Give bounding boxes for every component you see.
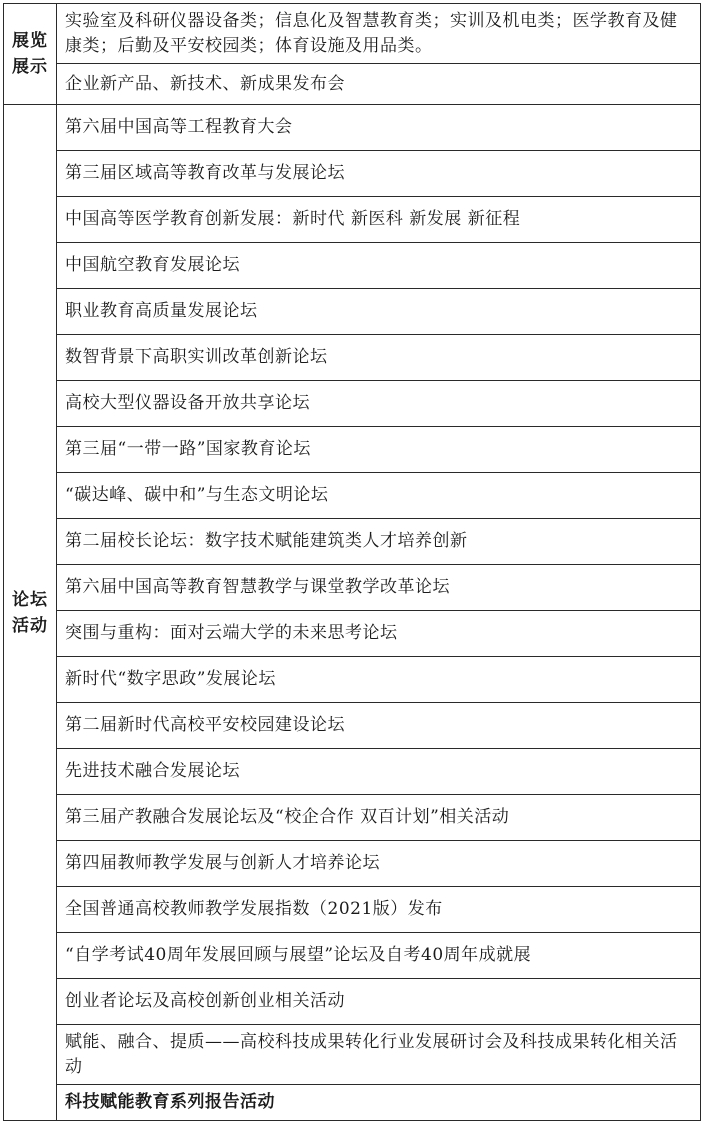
forum-item: 第三届产教融合发展论坛及“校企合作 双百计划”相关活动	[57, 795, 701, 841]
forum-item: 数智背景下高职实训改革创新论坛	[57, 335, 701, 381]
category-label: 展示	[12, 57, 48, 77]
exhibition-item: 实验室及科研仪器设备类；信息化及智慧教育类；实训及机电类；医学教育及健康类；后勤及平安校园类；体育设施及用品类。	[57, 4, 701, 64]
table-row	[4, 979, 701, 1025]
table-row	[4, 105, 701, 151]
table-row	[4, 4, 701, 64]
forum-item: 第三届区域高等教育改革与发展论坛	[57, 151, 701, 197]
exhibition-item: 企业新产品、新技术、新成果发布会	[57, 64, 701, 105]
table-row	[4, 657, 701, 703]
forum-item: 突围与重构：面对云端大学的未来思考论坛	[57, 611, 701, 657]
forum-item: 职业教育高质量发展论坛	[57, 289, 701, 335]
forum-item: 中国航空教育发展论坛	[57, 243, 701, 289]
table-row	[4, 427, 701, 473]
table-row	[4, 1025, 701, 1085]
table-row	[4, 381, 701, 427]
table-row	[4, 933, 701, 979]
forum-item-highlight: 科技赋能教育系列报告活动	[57, 1085, 701, 1121]
activity-schedule-table	[3, 3, 701, 1121]
forum-item: 赋能、融合、提质——高校科技成果转化行业发展研讨会及科技成果转化相关活动	[57, 1025, 701, 1085]
forum-item: 第二届新时代高校平安校园建设论坛	[57, 703, 701, 749]
table-row	[4, 749, 701, 795]
table-row	[4, 841, 701, 887]
forum-item: 先进技术融合发展论坛	[57, 749, 701, 795]
forum-item: 高校大型仪器设备开放共享论坛	[57, 381, 701, 427]
forum-item: 第六届中国高等教育智慧教学与课堂教学改革论坛	[57, 565, 701, 611]
forum-item: 第二届校长论坛：数字技术赋能建筑类人才培养创新	[57, 519, 701, 565]
forum-item: “自学考试40周年发展回顾与展望”论坛及自考40周年成就展	[57, 933, 701, 979]
forum-item: 中国高等医学教育创新发展：新时代 新医科 新发展 新征程	[57, 197, 701, 243]
table-row	[4, 519, 701, 565]
category-cell-forum	[4, 105, 57, 1121]
forum-item: 第六届中国高等工程教育大会	[57, 105, 701, 151]
table-row	[4, 289, 701, 335]
table-row	[4, 565, 701, 611]
forum-item: 创业者论坛及高校创新创业相关活动	[57, 979, 701, 1025]
forum-item: 全国普通高校教师教学发展指数（2021版）发布	[57, 887, 701, 933]
table-row	[4, 473, 701, 519]
table-row	[4, 243, 701, 289]
table-row	[4, 887, 701, 933]
table-row	[4, 795, 701, 841]
table-row	[4, 703, 701, 749]
forum-item: 新时代“数字思政”发展论坛	[57, 657, 701, 703]
table-row	[4, 197, 701, 243]
category-label: 活动	[12, 615, 48, 636]
table-row	[4, 1085, 701, 1121]
table-row	[4, 151, 701, 197]
category-label: 论坛	[12, 589, 48, 610]
category-label: 展览	[12, 31, 48, 51]
table-row	[4, 611, 701, 657]
forum-item: 第四届教师教学发展与创新人才培养论坛	[57, 841, 701, 887]
category-cell-exhibition	[4, 4, 57, 105]
forum-item: “碳达峰、碳中和”与生态文明论坛	[57, 473, 701, 519]
table-row	[4, 64, 701, 105]
table-row	[4, 335, 701, 381]
forum-item: 第三届“一带一路”国家教育论坛	[57, 427, 701, 473]
